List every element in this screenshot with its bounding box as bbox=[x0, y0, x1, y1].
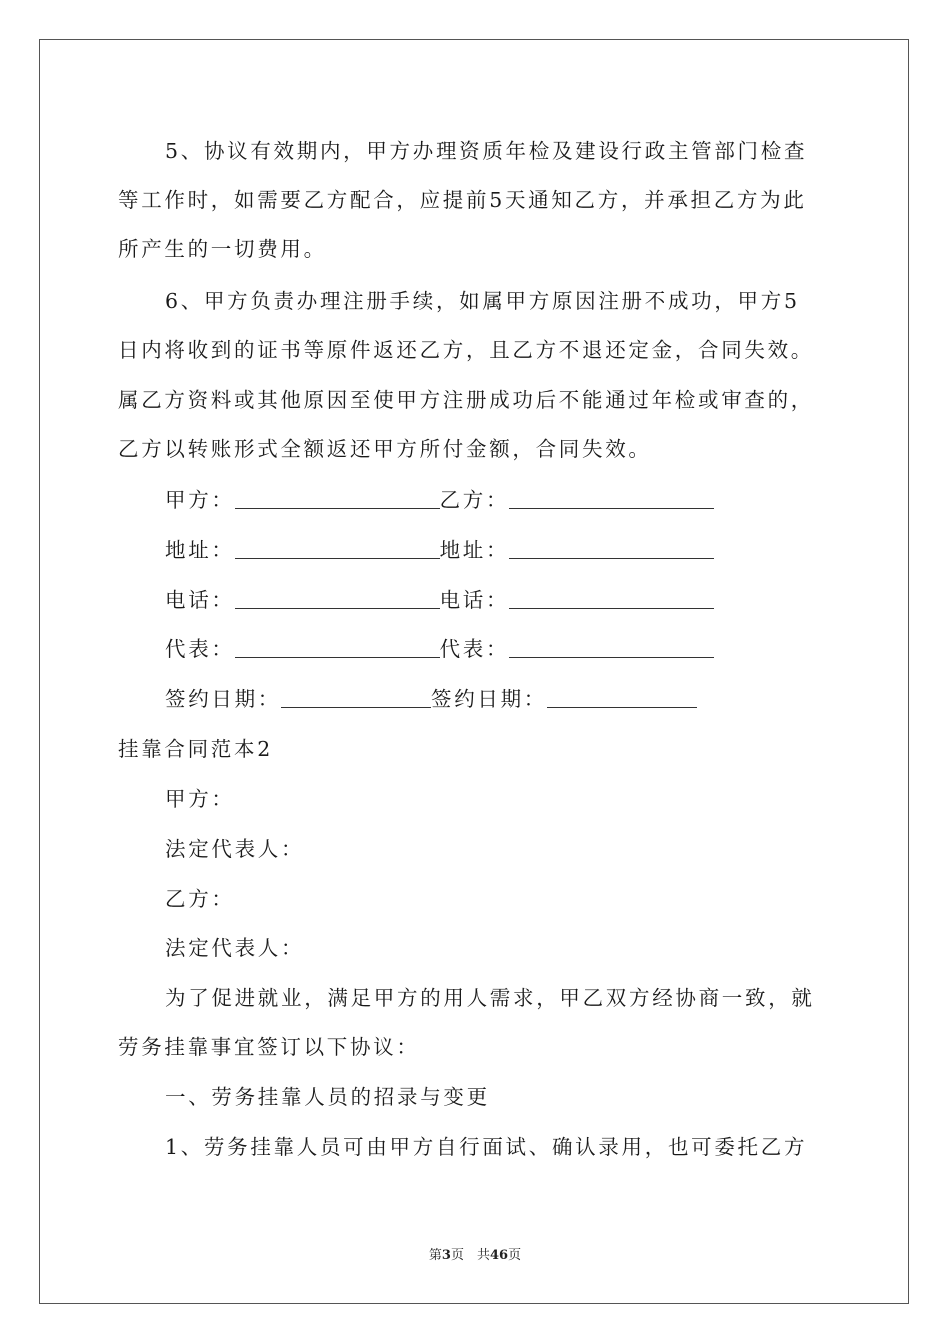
address-b-label: 地址： bbox=[439, 538, 510, 562]
clause-6-line-3: 属乙方资料或其他原因至使甲方注册成功后不能通过年检或审查的， bbox=[118, 388, 814, 412]
signature-row-address bbox=[165, 535, 714, 565]
clause-5-line-3: 所产生的一切费用。 bbox=[118, 237, 327, 261]
representative-b-blank bbox=[509, 635, 714, 658]
representative-b-label: 代表： bbox=[439, 637, 510, 661]
legal-rep-a-line: 法定代表人： bbox=[165, 837, 305, 861]
phone-b-blank bbox=[509, 586, 714, 609]
footer-page-number: 3 bbox=[441, 1248, 451, 1263]
clause-6-line-2: 日内将收到的证书等原件返还乙方，且乙方不退还定金，合同失效。 bbox=[118, 338, 814, 362]
intro-line-1: 为了促进就业，满足甲方的用人需求，甲乙双方经协商一致，就 bbox=[165, 986, 815, 1010]
clause-6-line-4: 乙方以转账形式全额返还甲方所付金额，合同失效。 bbox=[118, 437, 652, 461]
signature-row-representative bbox=[165, 634, 714, 664]
sign-date-a-blank bbox=[281, 685, 431, 708]
party-b-line: 乙方： bbox=[165, 887, 235, 911]
signature-row-party bbox=[165, 485, 714, 515]
legal-rep-b-line: 法定代表人： bbox=[165, 936, 305, 960]
footer-total-pages: 46 bbox=[489, 1248, 509, 1263]
signature-row-date bbox=[165, 684, 697, 714]
representative-a-label: 代表： bbox=[165, 637, 235, 661]
party-b-blank bbox=[509, 486, 714, 509]
page-border bbox=[39, 39, 909, 1304]
sign-date-a-label: 签约日期： bbox=[165, 687, 281, 711]
party-b-label: 乙方： bbox=[439, 488, 510, 512]
footer-mid: 页 共 bbox=[450, 1248, 490, 1263]
clause-6-line-1: 6、甲方负责办理注册手续，如属甲方原因注册不成功，甲方5 bbox=[165, 289, 800, 313]
clause-5-line-2: 等工作时，如需要乙方配合，应提前5天通知乙方，并承担乙方为此 bbox=[118, 188, 807, 212]
phone-a-label: 电话： bbox=[165, 588, 235, 612]
address-a-label: 地址： bbox=[165, 538, 235, 562]
party-a-label: 甲方： bbox=[165, 488, 235, 512]
item-1-line-1: 1、劳务挂靠人员可由甲方自行面试、确认录用，也可委托乙方 bbox=[165, 1135, 808, 1159]
representative-a-blank bbox=[235, 635, 440, 658]
party-a-blank bbox=[235, 486, 440, 509]
phone-b-label: 电话： bbox=[439, 588, 510, 612]
sign-date-b-label: 签约日期： bbox=[431, 687, 547, 711]
clause-5-line-1: 5、协议有效期内，甲方办理资质年检及建设行政主管部门检查 bbox=[165, 139, 808, 163]
sign-date-b-blank bbox=[547, 685, 697, 708]
page-footer bbox=[0, 1248, 950, 1264]
footer-suffix: 页 bbox=[508, 1248, 522, 1263]
party-a-line: 甲方： bbox=[165, 787, 235, 811]
phone-a-blank bbox=[235, 586, 440, 609]
section-title: 挂靠合同范本2 bbox=[118, 737, 273, 761]
heading-1: 一、劳务挂靠人员的招录与变更 bbox=[165, 1085, 490, 1109]
intro-line-2: 劳务挂靠事宜签订以下协议： bbox=[118, 1035, 420, 1059]
address-a-blank bbox=[235, 536, 440, 559]
address-b-blank bbox=[509, 536, 714, 559]
footer-prefix: 第 bbox=[428, 1248, 442, 1263]
signature-row-phone bbox=[165, 585, 714, 615]
